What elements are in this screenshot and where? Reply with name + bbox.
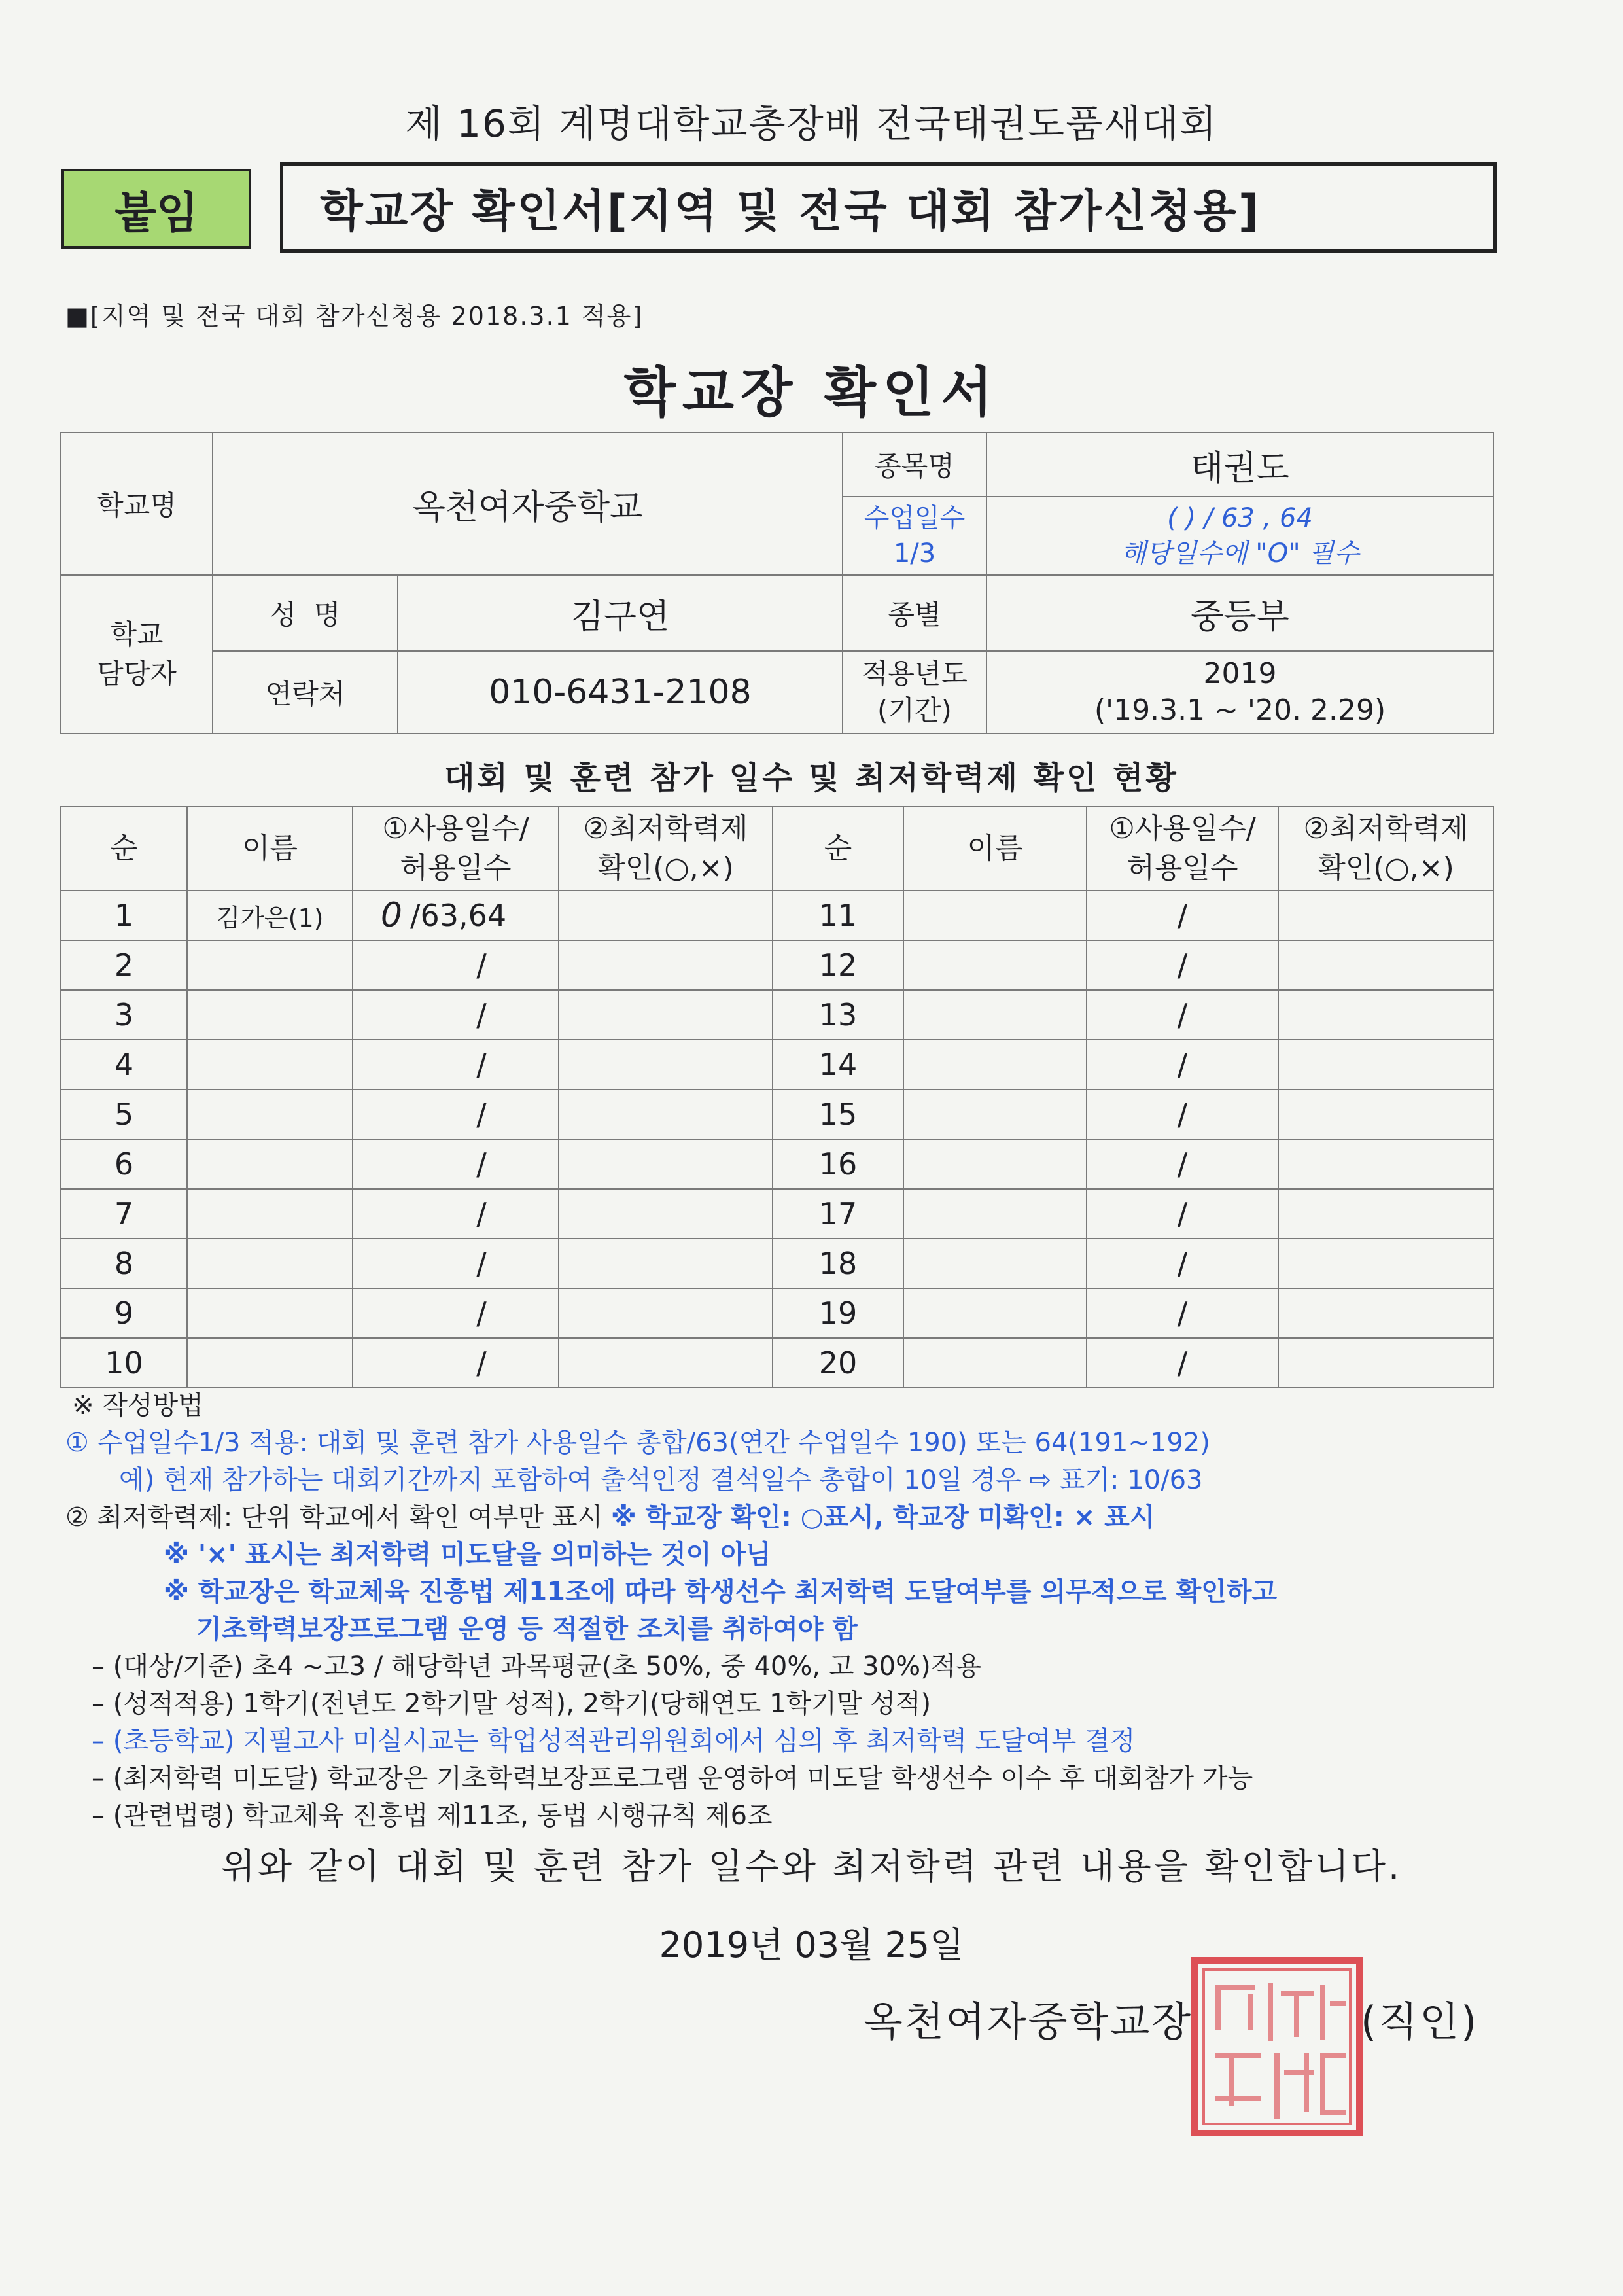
table-row <box>61 1239 1493 1288</box>
name-cell[interactable] <box>903 1288 1087 1338</box>
name-cell[interactable] <box>187 1139 353 1189</box>
method-line-3a: ② 최저학력제: 단위 학교에서 확인 여부만 표시 <box>65 1502 611 1532</box>
name-cell[interactable] <box>903 1139 1087 1189</box>
seal-suffix: (직인) <box>1361 1998 1479 2045</box>
seq-cell[interactable]: 17 <box>773 1189 903 1239</box>
seq-cell[interactable]: 7 <box>61 1189 187 1239</box>
name-cell[interactable]: 김가은(1) <box>187 891 353 940</box>
writing-method <box>65 1387 1505 1835</box>
min-academic-cell[interactable] <box>1278 1040 1493 1089</box>
min-academic-cell[interactable] <box>559 1139 773 1189</box>
min-academic-cell[interactable] <box>559 990 773 1040</box>
seq-header-right: 순 <box>773 807 903 891</box>
roster-header-row <box>61 807 1493 891</box>
min-academic-cell[interactable] <box>1278 1338 1493 1388</box>
category-label: 종별 <box>843 575 986 651</box>
official-seal <box>1189 1955 1365 2138</box>
name-cell[interactable] <box>903 1189 1087 1239</box>
min-academic-cell[interactable] <box>559 1189 773 1239</box>
name-cell[interactable] <box>187 1189 353 1239</box>
name-cell[interactable] <box>187 1239 353 1288</box>
seq-cell[interactable]: 11 <box>773 891 903 940</box>
signer-name: 옥천여자중학교장 <box>864 1998 1193 2045</box>
contact-label: 연락처 <box>213 651 398 733</box>
days-cell[interactable]: / <box>1087 891 1278 940</box>
year-value: 2019 <box>1203 657 1277 690</box>
method-line-4: ※ '×' 표시는 최저학력 미도달을 의미하는 것이 아님 <box>164 1540 771 1570</box>
min-academic-cell[interactable] <box>1278 940 1493 990</box>
method-line-3b: ※ 학교장 확인: ○표시, 학교장 미확인: × 표시 <box>610 1502 1155 1532</box>
min-header-left-line1: ②최저학력제 <box>583 812 748 845</box>
min-academic-cell[interactable] <box>559 940 773 990</box>
table-row <box>61 1338 1493 1388</box>
staff-name-label: 성 명 <box>213 575 398 651</box>
method-line-1: ① 수업일수1/3 적용: 대회 및 훈련 참가 사용일수 총합/63(연간 수업일수 190) 또는 64(191~192) <box>65 1428 1210 1458</box>
min-academic-cell[interactable] <box>559 1288 773 1338</box>
used-days-cell[interactable] <box>353 1040 405 1089</box>
min-header-right <box>1278 807 1493 891</box>
seq-cell[interactable]: 3 <box>61 990 187 1040</box>
method-line-7: – (대상/기준) 초4 ~고3 / 해당학년 과목평균(초 50%, 중 40%, 고 30%)적용 <box>92 1651 981 1682</box>
name-cell[interactable] <box>903 891 1087 940</box>
used-days-cell[interactable] <box>353 1139 405 1189</box>
days-cell[interactable]: / <box>1087 990 1278 1040</box>
issue-date: 2019년 03월 25일 <box>659 1924 964 1966</box>
days-cell[interactable]: / <box>1087 1189 1278 1239</box>
contact-value: 010-6431-2108 <box>398 651 843 733</box>
used-days-cell[interactable] <box>353 1288 405 1338</box>
min-header-right-line2: 확인(○,×) <box>1318 851 1454 885</box>
min-academic-cell[interactable] <box>559 1338 773 1388</box>
year-field <box>986 651 1493 733</box>
event-title: 제 16회 계명대학교총장배 전국태권도품새대회 <box>405 101 1218 146</box>
table-row <box>61 1040 1493 1089</box>
seq-cell[interactable]: 20 <box>773 1338 903 1388</box>
seq-cell[interactable]: 18 <box>773 1239 903 1288</box>
table-row <box>61 1288 1493 1338</box>
year-label-line1: 적용년도 <box>861 658 968 690</box>
table-row <box>61 1189 1493 1239</box>
min-academic-cell[interactable] <box>1278 1239 1493 1288</box>
name-cell[interactable] <box>903 940 1087 990</box>
allowed-days-cell[interactable]: / <box>405 1288 559 1338</box>
used-days-cell[interactable] <box>353 990 405 1040</box>
method-line-6: 기초학력보장프로그램 운영 등 적절한 조치를 취하여야 함 <box>196 1614 858 1644</box>
days-cell[interactable]: / <box>1087 1239 1278 1288</box>
min-header-right-line1: ②최저학력제 <box>1303 812 1469 845</box>
name-cell[interactable] <box>903 1089 1087 1139</box>
table-row <box>61 940 1493 990</box>
allowed-days-cell[interactable]: / <box>405 1189 559 1239</box>
name-header-right: 이름 <box>903 807 1087 891</box>
school-name-value: 옥천여자중학교 <box>213 433 843 575</box>
min-academic-cell[interactable] <box>559 1239 773 1288</box>
days-cell[interactable]: / <box>1087 940 1278 990</box>
main-title: 학교장 확인서 <box>623 362 1000 424</box>
table-row <box>61 990 1493 1040</box>
staff-label <box>61 575 213 733</box>
table-row <box>61 891 1493 940</box>
staff-name-value: 김구연 <box>398 575 843 651</box>
allowed-days-cell[interactable]: / <box>405 990 559 1040</box>
class-days-label <box>843 497 986 575</box>
allowed-days-cell[interactable]: / <box>405 1089 559 1139</box>
application-note: ■[지역 및 전국 대회 참가신청용 2018.3.1 적용] <box>65 302 644 330</box>
name-cell[interactable] <box>903 1040 1087 1089</box>
name-cell[interactable] <box>903 990 1087 1040</box>
used-days-cell[interactable] <box>353 1338 405 1388</box>
used-days-cell[interactable] <box>353 940 405 990</box>
seq-cell[interactable]: 4 <box>61 1040 187 1089</box>
allowed-days-cell[interactable]: / <box>405 940 559 990</box>
table-row <box>61 1089 1493 1139</box>
seq-cell[interactable]: 1 <box>61 891 187 940</box>
attachment-tag: 붙임 <box>61 169 251 249</box>
roster-table <box>60 806 1494 1388</box>
used-days-cell[interactable] <box>353 1089 405 1139</box>
confirm-statement: 위와 같이 대회 및 훈련 참가 일수와 최저학력 관련 내용을 확인합니다. <box>220 1846 1403 1887</box>
method-title: ※ 작성방법 <box>72 1390 203 1421</box>
seq-cell[interactable]: 16 <box>773 1139 903 1189</box>
staff-label-line2: 담당자 <box>97 658 177 690</box>
table-row <box>61 1139 1493 1189</box>
seq-cell[interactable]: 19 <box>773 1288 903 1338</box>
name-cell[interactable] <box>903 1239 1087 1288</box>
days-cell[interactable]: / <box>1087 1139 1278 1189</box>
days-header-right <box>1087 807 1278 891</box>
seq-cell[interactable]: 14 <box>773 1040 903 1089</box>
roster-title: 대회 및 훈련 참가 일수 및 최저학력제 확인 현황 <box>444 760 1179 796</box>
used-days-cell[interactable] <box>353 1189 405 1239</box>
sport-value: 태권도 <box>986 433 1493 497</box>
method-line-3 <box>65 1499 1505 1536</box>
name-cell[interactable] <box>187 1089 353 1139</box>
days-cell[interactable]: / <box>1087 1288 1278 1338</box>
name-cell[interactable] <box>187 940 353 990</box>
year-period: ('19.3.1 ~ '20. 2.29) <box>1094 694 1386 727</box>
seq-cell[interactable]: 15 <box>773 1089 903 1139</box>
days-header-right-line2: 허용일수 <box>1126 851 1238 885</box>
method-line-11: – (관련법령) 학교체육 진흥법 제11조, 동법 시행규칙 제6조 <box>92 1801 773 1831</box>
allowed-days-cell[interactable]: / <box>405 1338 559 1388</box>
days-header-left-line2: 허용일수 <box>400 851 512 885</box>
days-header-left-line1: ①사용일수/ <box>382 812 529 845</box>
year-label-line2: (기간) <box>877 694 952 726</box>
used-days-cell[interactable] <box>353 1239 405 1288</box>
class-days-note: 해당일수에 "O" 필수 <box>1121 539 1359 569</box>
category-value: 중등부 <box>986 575 1493 651</box>
name-header-left: 이름 <box>187 807 353 891</box>
days-cell[interactable]: / <box>1087 1040 1278 1089</box>
seq-cell[interactable]: 8 <box>61 1239 187 1288</box>
class-days-value: ( ) / 63 , 64 <box>1167 503 1313 533</box>
days-cell[interactable]: / <box>1087 1338 1278 1388</box>
days-header-right-line1: ①사용일수/ <box>1109 812 1256 845</box>
seq-header-left: 순 <box>61 807 187 891</box>
method-line-9: – (초등학교) 지필고사 미실시교는 학업성적관리위원회에서 심의 후 최저학력 도달여부 결정 <box>92 1726 1136 1756</box>
seq-cell[interactable]: 9 <box>61 1288 187 1338</box>
seq-cell[interactable]: 10 <box>61 1338 187 1388</box>
class-days-label-line2: 1/3 <box>893 539 936 569</box>
min-header-left <box>559 807 773 891</box>
seq-cell[interactable]: 6 <box>61 1139 187 1189</box>
min-academic-cell[interactable] <box>559 1040 773 1089</box>
year-label <box>843 651 986 733</box>
days-cell[interactable]: / <box>1087 1089 1278 1139</box>
seq-cell[interactable]: 2 <box>61 940 187 990</box>
class-days-field[interactable] <box>986 497 1493 575</box>
min-academic-cell[interactable] <box>559 1089 773 1139</box>
method-line-2: 예) 현재 참가하는 대회기간까지 포함하여 출석인정 결석일수 총합이 10일 경우 ⇨ 표기: 10/63 <box>119 1465 1203 1495</box>
name-cell[interactable] <box>187 1040 353 1089</box>
method-line-8: – (성적적용) 1학기(전년도 2학기말 성적), 2학기(당해연도 1학기말 성적) <box>92 1689 932 1719</box>
name-cell[interactable] <box>903 1338 1087 1388</box>
min-academic-cell[interactable] <box>559 891 773 940</box>
days-header-left <box>353 807 559 891</box>
min-header-left-line2: 확인(○,×) <box>597 851 734 885</box>
name-cell[interactable] <box>187 990 353 1040</box>
allowed-days-cell[interactable]: / <box>405 1040 559 1089</box>
seq-cell[interactable]: 5 <box>61 1089 187 1139</box>
name-cell[interactable] <box>187 1338 353 1388</box>
class-days-label-line1: 수업일수 <box>864 503 966 533</box>
school-name-label: 학교명 <box>61 433 213 575</box>
seq-cell[interactable]: 13 <box>773 990 903 1040</box>
name-cell[interactable] <box>187 1288 353 1338</box>
seq-cell[interactable]: 12 <box>773 940 903 990</box>
sport-label: 종목명 <box>843 433 986 497</box>
document-heading: 학교장 확인서[지역 및 전국 대회 참가신청용] <box>280 162 1497 253</box>
method-line-5: ※ 학교장은 학교체육 진흥법 제11조에 따라 학생선수 최저학력 도달여부를 의무적으로 확인하고 <box>164 1577 1278 1607</box>
school-info-table <box>60 432 1494 734</box>
allowed-days-cell[interactable]: /63,64 <box>405 891 559 940</box>
min-academic-cell[interactable] <box>1278 1089 1493 1139</box>
min-academic-cell[interactable] <box>1278 1288 1493 1338</box>
min-academic-cell[interactable] <box>1278 1139 1493 1189</box>
min-academic-cell[interactable] <box>1278 990 1493 1040</box>
staff-label-line1: 학교 <box>110 618 164 650</box>
min-academic-cell[interactable] <box>1278 1189 1493 1239</box>
method-line-10: – (최저학력 미도달) 학교장은 기초학력보장프로그램 운영하여 미도달 학생선수 이수 후 대회참가 가능 <box>92 1763 1253 1793</box>
used-days-cell[interactable]: 0 <box>353 891 405 940</box>
allowed-days-cell[interactable]: / <box>405 1139 559 1189</box>
allowed-days-cell[interactable]: / <box>405 1239 559 1288</box>
min-academic-cell[interactable] <box>1278 891 1493 940</box>
